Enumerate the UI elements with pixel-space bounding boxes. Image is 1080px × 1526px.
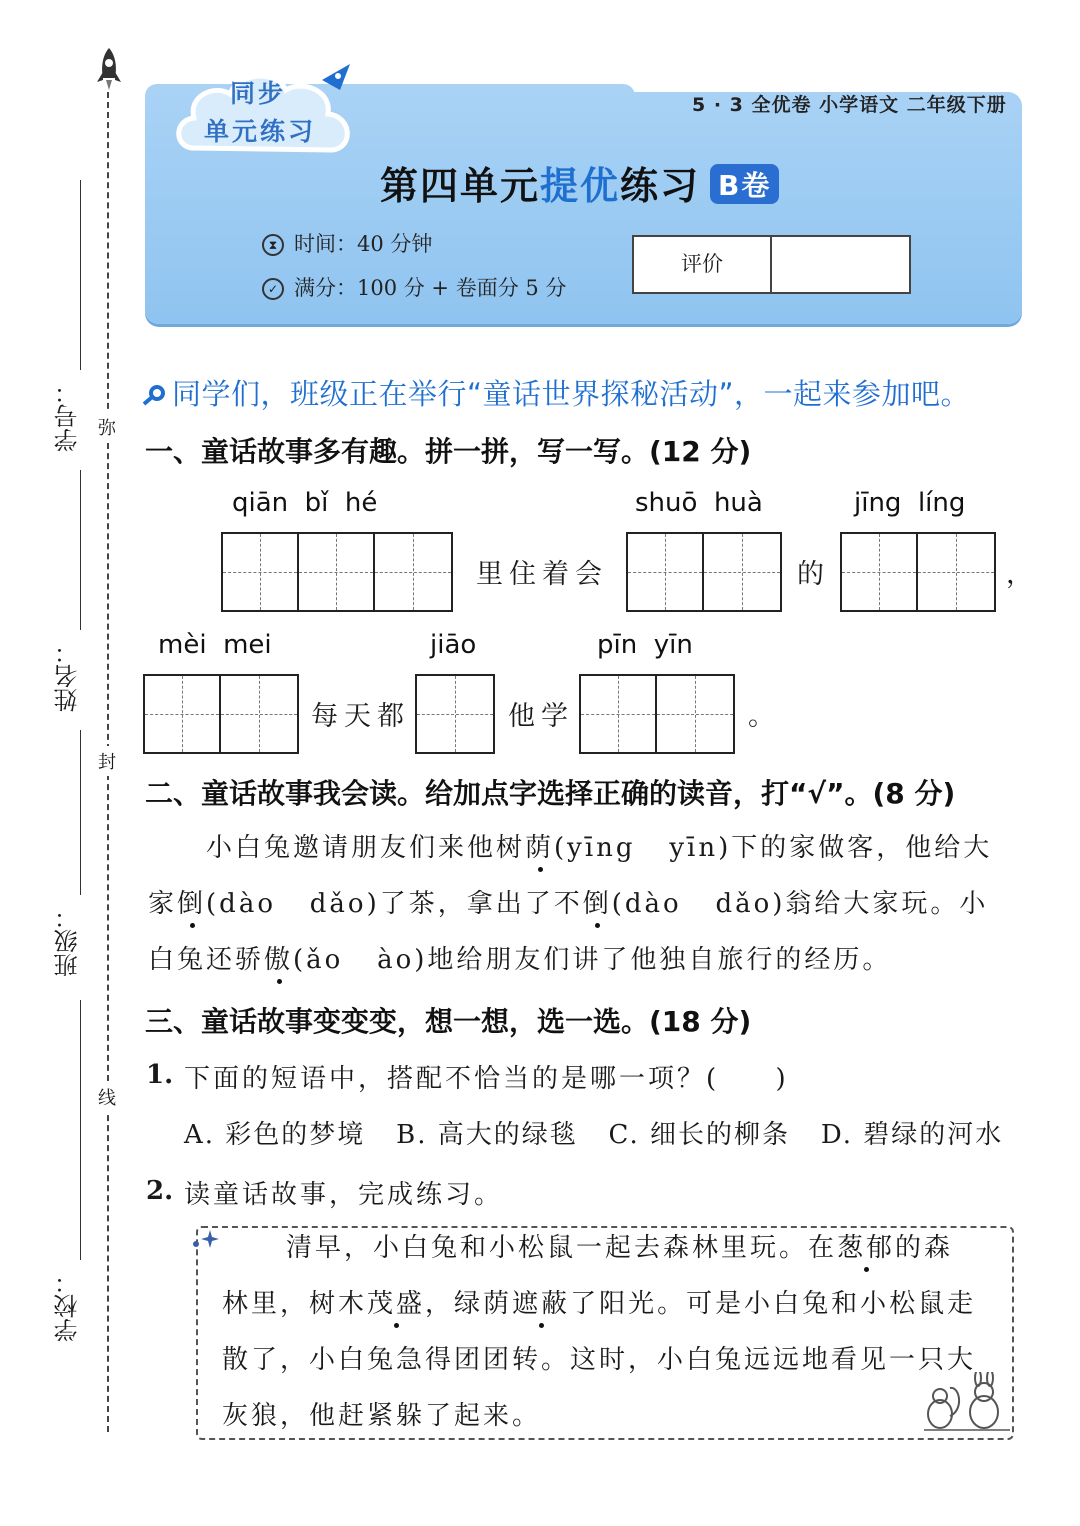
name-label: 姓名： [54, 640, 82, 712]
text-span: (dào dǎo)翁给大家玩。小 [611, 889, 989, 919]
title-suffix: 练习 [620, 164, 701, 208]
school-label: 学校： [54, 1270, 82, 1342]
rocket-icon [96, 46, 122, 92]
pinyin-shuohua: shuō huà [635, 488, 763, 518]
text-span: 小白兔邀请朋友们来他树 [206, 833, 526, 863]
time-text: 时间：40 分钟 [294, 232, 433, 256]
dotted-char: 遮蔽 [512, 1289, 571, 1319]
row1-text2: 的 [797, 559, 830, 590]
q1-options: A. 彩色的梦境 B. 高大的绿毯 C. 细长的柳条 D. 碧绿的河水 [184, 1120, 1004, 1150]
dotted-char: 倒 [582, 889, 612, 919]
student-id-label: 学号： [54, 380, 82, 452]
q1-number: 1. [146, 1060, 174, 1090]
evaluation-box [632, 235, 911, 294]
time-info [262, 228, 432, 258]
story-line4: 灰狼，他赶紧躲了起来。 [222, 1401, 542, 1431]
row1-text1: 里住着会 [476, 559, 608, 590]
section2-line2 [148, 876, 988, 932]
q1-text: 下面的短语中，搭配不恰当的是哪一项？( ) [184, 1064, 789, 1094]
clock-icon: ⧗ [262, 234, 284, 256]
q2-number: 2. [146, 1176, 174, 1206]
text-span: 的森 [895, 1233, 954, 1263]
school-field[interactable] [80, 1000, 81, 1260]
row1-text3: ， [1006, 559, 1039, 590]
answer-grid-meimei[interactable] [143, 674, 299, 754]
rabbit-squirrel-illustration [920, 1372, 1012, 1432]
story-line1 [222, 1220, 992, 1276]
q2-text: 读童话故事，完成练习。 [184, 1180, 504, 1210]
text-span: ，绿荫 [425, 1289, 513, 1319]
story-line2 [222, 1276, 992, 1332]
row2-text1: 每天都 [311, 701, 410, 732]
section2-heading: 二、童话故事我会读。给加点字选择正确的读音，打“√”。(8 分) [145, 777, 956, 810]
answer-grid-shuohua[interactable] [626, 532, 782, 612]
text-span: (dào dǎo)了茶，拿出了不 [206, 889, 583, 919]
answer-grid-jingling[interactable] [840, 532, 996, 612]
row2-text3: 。 [748, 701, 781, 732]
score-info [262, 272, 566, 302]
answer-grid-qianbihe[interactable] [221, 532, 453, 612]
magnifier-icon [142, 382, 170, 406]
evaluation-field[interactable] [772, 237, 909, 292]
intro-text: 同学们，班级正在举行“童话世界探秘活动”，一起来参加吧。 [172, 377, 971, 411]
text-span: (ǎo ào)地给朋友们讲了他独自旅行的经历。 [293, 945, 892, 975]
dotted-char: 倒 [177, 889, 207, 919]
text-span: 清早，小白兔和小松鼠一起去森林里玩。在 [286, 1233, 838, 1263]
class-field[interactable] [80, 730, 81, 895]
pinyin-meimei: mèi mei [158, 630, 272, 660]
text-span: 白兔还骄 [148, 945, 265, 975]
sparkle-icon [190, 1228, 222, 1250]
text-span: 林里，树木 [222, 1289, 368, 1319]
text-span: 了阳光。可是小白兔和小松鼠走 [570, 1289, 977, 1319]
text-span: (yīng yīn)下的家做客，他给大 [554, 833, 993, 863]
section3-heading: 三、童话故事变变变，想一想，选一选。(18 分) [145, 1005, 752, 1038]
section2-line1 [206, 820, 992, 876]
section2-line3 [148, 932, 891, 988]
answer-grid-jiao[interactable] [415, 674, 495, 754]
book-info: 5 · 3 全优卷 小学语文 二年级下册 [692, 94, 1007, 116]
dotted-char: 傲 [264, 945, 294, 975]
pinyin-jingling: jīng líng [854, 488, 966, 518]
class-label: 班级： [54, 905, 82, 977]
paper-tag: B卷 [710, 164, 779, 204]
text-span: 家 [148, 889, 178, 919]
seal-word-feng: 封 [96, 746, 118, 776]
story-text [222, 1220, 992, 1444]
title-highlight: 提优 [540, 164, 621, 208]
section1-heading: 一、童话故事多有趣。拼一拼，写一写。(12 分) [145, 435, 752, 468]
badge-line2: 单元练习 [204, 117, 317, 146]
dotted-char: 葱郁 [837, 1233, 896, 1263]
pinyin-pinyin: pīn yīn [597, 630, 693, 660]
name-field[interactable] [80, 470, 81, 630]
seal-word-mi: 弥 [96, 412, 118, 442]
badge-line1: 同步 [230, 79, 287, 108]
dotted-char: 茂盛 [367, 1289, 426, 1319]
pinyin-qianbihe: qiān bǐ hé [232, 488, 378, 518]
row2-text2: 他学 [508, 701, 574, 732]
sync-unit-badge [172, 60, 362, 165]
check-icon: ✓ [262, 278, 284, 300]
story-line3: 散了，小白兔急得团团转。这时，小白兔远远地看见一只大 [222, 1345, 977, 1375]
answer-grid-pinyin[interactable] [579, 674, 735, 754]
dotted-char: 荫 [525, 833, 555, 863]
seal-word-xian: 线 [96, 1082, 118, 1112]
score-text: 满分：100 分 + 卷面分 5 分 [294, 276, 567, 300]
page-title [380, 155, 779, 210]
evaluation-label: 评价 [634, 237, 772, 292]
title-prefix: 第四单元 [380, 164, 541, 208]
student-id-field[interactable] [80, 180, 81, 370]
pinyin-jiao: jiāo [430, 630, 477, 660]
